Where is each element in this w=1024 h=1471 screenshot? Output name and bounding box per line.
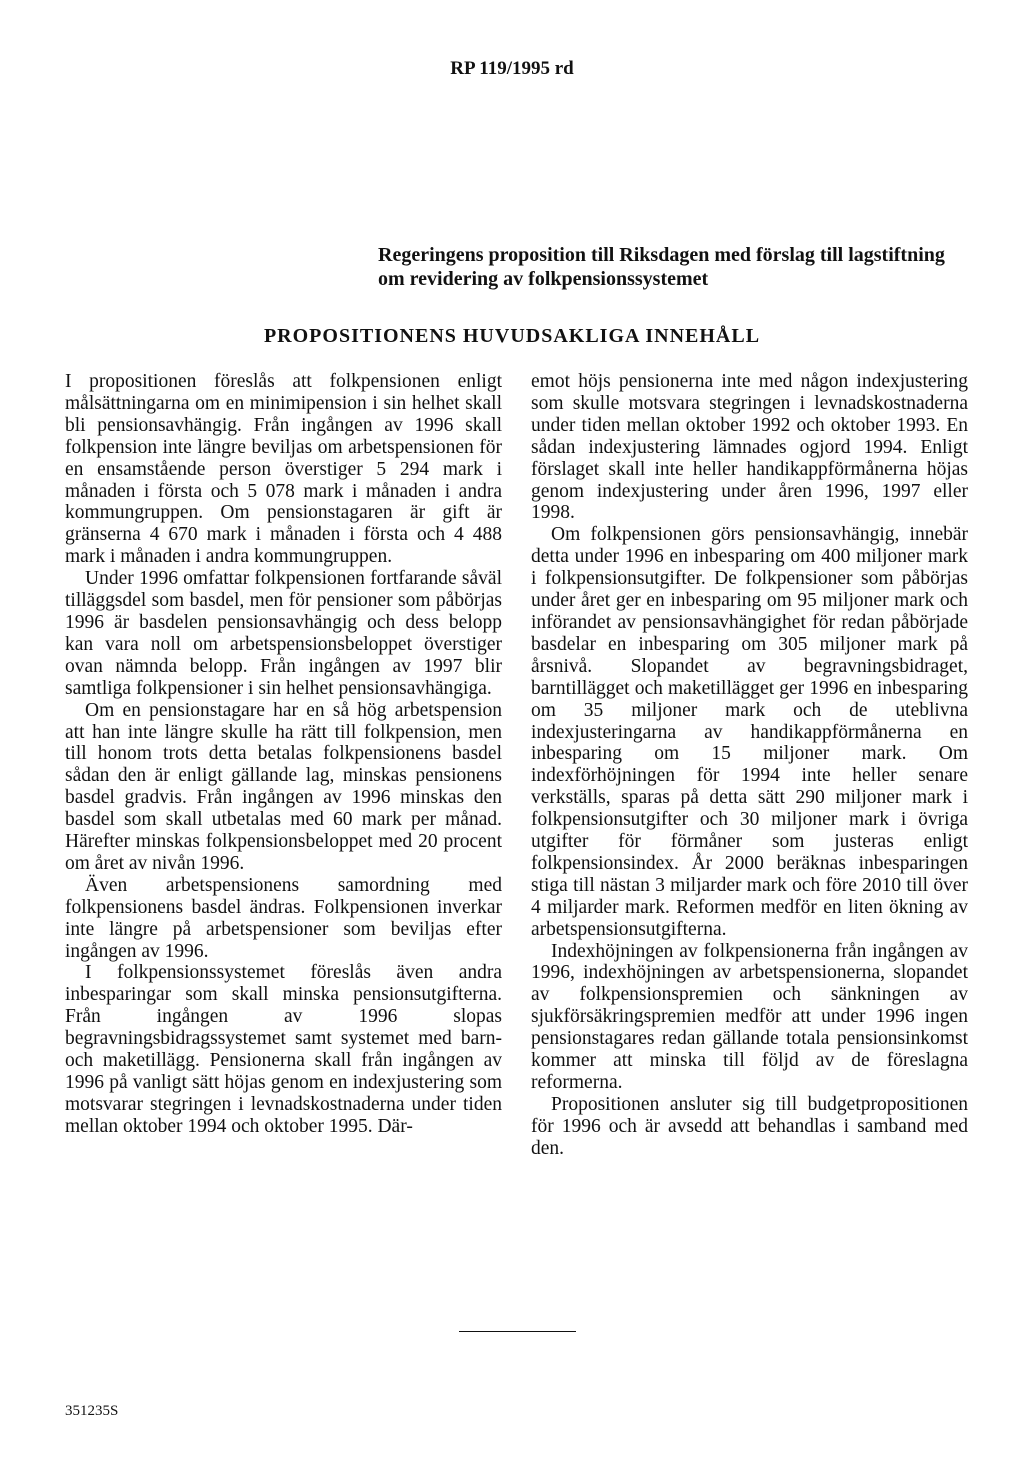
left-paragraph-2: Under 1996 omfattar folkpensionen fortfarande såväl tilläggsdel som basdel, men för pensioner som påbörjas 1996 är basdelen pensionsavhängig och dess belopp kan vara noll om arbetspensionsbeloppet överstiger ovan nämnda belopp. Från ingången av 1997 blir samtliga folkpensioner i sin helhet pensionsavhängiga. [65, 568, 502, 699]
left-column [65, 371, 502, 1138]
document-reference: RP 119/1995 rd [450, 58, 574, 79]
right-column [531, 371, 968, 1160]
left-paragraph-5: I folkpensionssystemet föreslås även andra inbesparingar som skall minska pensionsutgifterna. Från ingången av 1996 slopas begravningsbidragssystemet samt systemet med barn- och maketillägg. Pensionerna skall från ingången av 1996 på vanligt sätt höjas genom en indexjustering som motsvarar stegringen i levnadskostnaderna under tiden mellan oktober 1994 och oktober 1995. Där- [65, 962, 502, 1137]
right-paragraph-2: Om folkpensionen görs pensionsavhängig, innebär detta under 1996 en inbesparing om 400 miljoner mark i folkpensionsutgifter. De folkpensioner som påbörjas under året ger en inbesparing om 95 miljoner mark och införandet av pensionsavhängighet för redan påbörjade basdelar en inbesparing om 305 miljoner mark på årsnivå. Slopandet av begravningsbidraget, barntillägget och maketillägget ger 1996 en inbesparing om 35 miljoner mark och de uteblivna indexjusteringarna av handikappförmånerna en inbesparing om 15 miljoner mark. Om indexförhöjningen för 1994 inte heller senare verkställs, sparas på detta sätt 290 miljoner mark i folkpensionsutgifter och 30 miljoner mark i övriga utgifter för förmåner som justeras enligt folkpensionsindex. År 2000 beräknas inbesparingen stiga till nästan 3 miljarder mark och före 2010 till över 4 miljarder mark. Reformen medför en liten ökning av arbetspensionsutgifterna. [531, 524, 968, 940]
right-paragraph-4: Propositionen ansluter sig till budgetpropositionen för 1996 och är avsedd att behandlas i samband med den. [531, 1093, 968, 1159]
section-heading: PROPOSITIONENS HUVUDSAKLIGA INNEHÅLL [263, 325, 761, 347]
right-paragraph-1: emot höjs pensionerna inte med någon indexjustering som skulle motsvara stegringen i levnadskostnaderna under tiden mellan oktober 1992 och oktober 1993. En sådan indexjustering lämnades ogjord 1994. Enligt förslaget skall inte heller handikappförmånerna höjas genom indexjustering under åren 1996, 1997 eller 1998. [531, 371, 968, 524]
right-paragraph-3: Indexhöjningen av folkpensionerna från ingången av 1996, indexhöjningen av arbetspensionerna, slopandet av folkpensionspremien och sänkningen av sjukförsäkringspremien medför att under 1996 ingen pensionstagares redan gällande totala pensionsinkomst kommer att minska till följd av de föreslagna reformerna. [531, 940, 968, 1093]
left-paragraph-3: Om en pensionstagare har en så hög arbetspension att han inte längre skulle ha rätt till folkpension, men till honom trots detta betalas folkpensionens basdel sådan den är enligt gällande lag, minskas pensionens basdel gradvis. Från ingången av 1996 minskas den basdel som skall utbetalas med 60 mark per månad. Härefter minskas folkpensionsbeloppet med 20 procent om året av nivån 1996. [65, 699, 502, 874]
left-paragraph-1: I propositionen föreslås att folkpensionen enligt målsättningarna om en minimipension i sin helhet skall bli pensionsavhängig. Från ingången av 1996 skall folkpension inte längre beviljas om arbetspensionen för en ensamstående person överstiger 5 294 mark i månaden i första och 5 078 mark i månaden i andra kommungruppen. Om pensionstagaren är gift är gränserna 4 670 mark i månaden i första och 4 488 mark i månaden i andra kommungruppen. [65, 371, 502, 568]
print-code: 351235S [65, 1403, 119, 1419]
end-divider [459, 1331, 576, 1332]
left-paragraph-4: Även arbetspensionens samordning med folkpensionens basdel ändras. Folkpensionen inverkar inte längre på arbetspensioner som beviljas efter ingången av 1996. [65, 874, 502, 962]
proposition-title: Regeringens proposition till Riksdagen med förslag till lagstiftning om revidering av folkpensionssystemet [378, 244, 945, 290]
